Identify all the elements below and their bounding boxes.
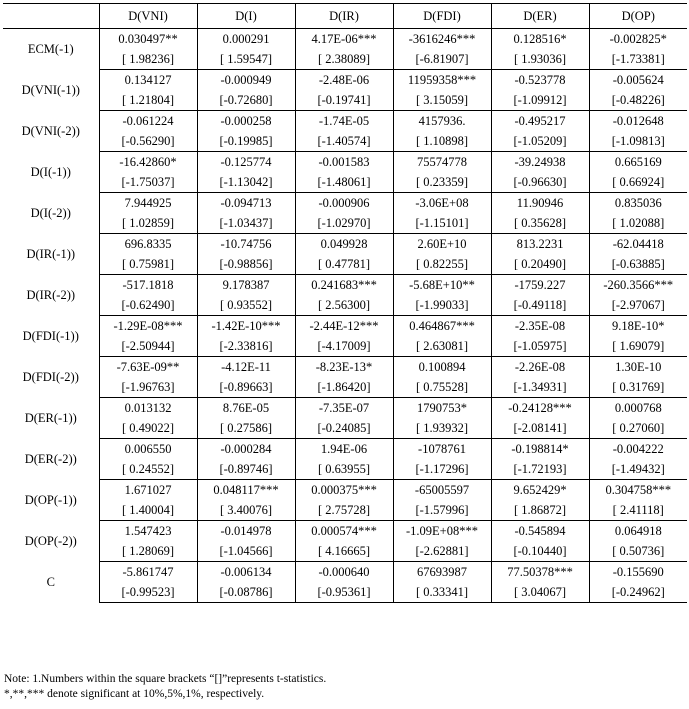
coefficient-cell: -0.004222 [589, 439, 687, 460]
coefficient-row [3, 29, 687, 50]
coefficient-cell: -1759.227 [491, 275, 589, 296]
coefficient-cell: 2.60E+10 [393, 234, 491, 255]
t-statistic-cell: [ 1.93932] [393, 418, 491, 439]
t-statistic-cell: [-2.08141] [491, 418, 589, 439]
t-statistic-cell: [-0.24085] [295, 418, 393, 439]
coefficient-cell: 0.049928 [295, 234, 393, 255]
coefficient-cell: -0.061224 [99, 111, 197, 132]
coefficient-cell: -1.42E-10*** [197, 316, 295, 337]
coefficient-row [3, 398, 687, 419]
header-corner [3, 4, 99, 29]
t-statistic-cell: [-2.33816] [197, 336, 295, 357]
coefficient-row [3, 480, 687, 501]
t-statistic-cell: [-1.49432] [589, 459, 687, 480]
coefficient-cell: -3.06E+08 [393, 193, 491, 214]
coefficient-cell: -2.26E-08 [491, 357, 589, 378]
t-statistic-cell: [-1.86420] [295, 377, 393, 398]
t-statistic-cell: [-0.48226] [589, 90, 687, 111]
t-statistic-cell: [-0.10440] [491, 541, 589, 562]
t-statistic-row [3, 459, 687, 480]
coefficient-cell: -0.001583 [295, 152, 393, 173]
coefficient-cell: -1078761 [393, 439, 491, 460]
t-statistic-cell: [ 3.04067] [491, 582, 589, 603]
t-statistic-cell: [ 0.82255] [393, 254, 491, 275]
t-statistic-cell: [ 0.27060] [589, 418, 687, 439]
coefficient-cell: -0.523778 [491, 70, 589, 91]
header-row [3, 4, 687, 29]
row-label: D(VNI(-2)) [21, 123, 80, 138]
t-statistic-cell: [-0.95361] [295, 582, 393, 603]
coefficient-cell: 0.048117*** [197, 480, 295, 501]
coefficient-row [3, 357, 687, 378]
t-statistic-cell: [-0.96630] [491, 172, 589, 193]
header-d-vni: D(VNI) [99, 4, 197, 29]
coefficient-cell: 67693987 [393, 562, 491, 583]
coefficient-cell: -0.24128*** [491, 398, 589, 419]
t-statistic-cell: [-1.02970] [295, 213, 393, 234]
coefficient-cell: -1.74E-05 [295, 111, 393, 132]
t-statistic-cell: [ 0.66924] [589, 172, 687, 193]
row-label: D(VNI(-1)) [21, 82, 80, 97]
t-statistic-cell: [ 1.59547] [197, 49, 295, 70]
t-statistic-cell: [ 1.98236] [99, 49, 197, 70]
header-d-fdi: D(FDI) [393, 4, 491, 29]
row-label: D(IR(-1)) [26, 246, 76, 261]
coefficient-cell: 1.547423 [99, 521, 197, 542]
coefficient-cell: 0.000375*** [295, 480, 393, 501]
coefficient-cell: 77.50378*** [491, 562, 589, 583]
coefficient-cell: 0.835036 [589, 193, 687, 214]
coefficient-cell: -0.155690 [589, 562, 687, 583]
coefficient-cell: 0.000574*** [295, 521, 393, 542]
t-statistic-cell: [ 0.27586] [197, 418, 295, 439]
t-statistic-row [3, 295, 687, 316]
coefficient-cell: -0.014978 [197, 521, 295, 542]
coefficient-row [3, 275, 687, 296]
coefficient-cell: -0.000258 [197, 111, 295, 132]
coefficient-cell: -0.000640 [295, 562, 393, 583]
row-label: D(ER(-2)) [24, 451, 77, 466]
coefficient-cell: -0.002825* [589, 29, 687, 50]
t-statistic-cell: [-0.19741] [295, 90, 393, 111]
coefficient-cell: 0.665169 [589, 152, 687, 173]
coefficient-row [3, 70, 687, 91]
coefficient-cell: -1.29E-08*** [99, 316, 197, 337]
t-statistic-cell: [-1.34931] [491, 377, 589, 398]
coefficient-cell: -0.125774 [197, 152, 295, 173]
coefficient-cell: -260.3566*** [589, 275, 687, 296]
t-statistic-row [3, 172, 687, 193]
coefficient-cell: 1790753* [393, 398, 491, 419]
coefficient-cell: 1.30E-10 [589, 357, 687, 378]
row-label: D(OP(-1)) [24, 492, 77, 507]
coefficient-cell: 1.671027 [99, 480, 197, 501]
coefficient-cell: -0.198814* [491, 439, 589, 460]
t-statistic-cell: [ 0.75981] [99, 254, 197, 275]
t-statistic-cell: [ 1.40004] [99, 500, 197, 521]
coefficient-cell: -7.63E-09** [99, 357, 197, 378]
coefficient-cell: 75574778 [393, 152, 491, 173]
t-statistic-cell: [ 0.20490] [491, 254, 589, 275]
t-statistic-row [3, 254, 687, 275]
coefficient-cell: 0.000291 [197, 29, 295, 50]
t-statistic-cell: [-0.19985] [197, 131, 295, 152]
header-d-op: D(OP) [589, 4, 687, 29]
t-statistic-cell: [-2.97067] [589, 295, 687, 316]
coefficient-cell: -5.861747 [99, 562, 197, 583]
t-statistic-cell: [-1.05209] [491, 131, 589, 152]
t-statistic-cell: [ 0.35628] [491, 213, 589, 234]
t-statistic-cell: [-1.05975] [491, 336, 589, 357]
row-label: D(ER(-1)) [24, 410, 77, 425]
coefficient-cell: 4.17E-06*** [295, 29, 393, 50]
coefficient-row [3, 562, 687, 583]
t-statistic-cell: [-0.63885] [589, 254, 687, 275]
t-statistic-cell: [-1.57996] [393, 500, 491, 521]
t-statistic-cell: [ 0.23359] [393, 172, 491, 193]
coefficient-cell: -8.23E-13* [295, 357, 393, 378]
coefficient-cell: -62.04418 [589, 234, 687, 255]
coefficient-cell: 9.18E-10* [589, 316, 687, 337]
coefficient-cell: -0.000949 [197, 70, 295, 91]
coefficient-cell: -2.35E-08 [491, 316, 589, 337]
coefficient-cell: 0.464867*** [393, 316, 491, 337]
t-statistic-cell: [-1.13042] [197, 172, 295, 193]
header-d-er: D(ER) [491, 4, 589, 29]
coefficient-cell: -517.1818 [99, 275, 197, 296]
note-line-2: *,**,*** denote significant at 10%,5%,1%, respectively. [4, 688, 265, 700]
t-statistic-cell: [-2.50944] [99, 336, 197, 357]
t-statistic-cell: [ 0.33341] [393, 582, 491, 603]
t-statistic-row [3, 541, 687, 562]
note-line-1: Note: 1.Numbers within the square brackets “[]”represents t-statistics. [4, 673, 327, 685]
vecm-results-table [3, 3, 687, 603]
t-statistic-cell: [ 3.40076] [197, 500, 295, 521]
t-statistic-row [3, 418, 687, 439]
coefficient-row [3, 152, 687, 173]
t-statistic-cell: [-1.48061] [295, 172, 393, 193]
table-body [3, 29, 687, 603]
coefficient-cell: 0.006550 [99, 439, 197, 460]
coefficient-cell: -7.35E-07 [295, 398, 393, 419]
table-header [3, 4, 687, 29]
t-statistic-cell: [-1.73381] [589, 49, 687, 70]
coefficient-cell: 7.944925 [99, 193, 197, 214]
coefficient-cell: 1.94E-06 [295, 439, 393, 460]
t-statistic-cell: [-0.49118] [491, 295, 589, 316]
coefficient-cell: 0.128516* [491, 29, 589, 50]
t-statistic-cell: [-4.17009] [295, 336, 393, 357]
t-statistic-cell: [-0.89746] [197, 459, 295, 480]
t-statistic-cell: [-1.99033] [393, 295, 491, 316]
t-statistic-cell: [ 0.31769] [589, 377, 687, 398]
t-statistic-row [3, 582, 687, 603]
row-label: D(I(-1)) [30, 164, 71, 179]
coefficient-cell: -0.545894 [491, 521, 589, 542]
row-label: C [46, 574, 55, 589]
t-statistic-row [3, 90, 687, 111]
coefficient-cell: -65005597 [393, 480, 491, 501]
coefficient-cell: 0.304758*** [589, 480, 687, 501]
t-statistic-cell: [-0.62490] [99, 295, 197, 316]
coefficient-cell: 813.2231 [491, 234, 589, 255]
t-statistic-cell: [ 0.93552] [197, 295, 295, 316]
t-statistic-cell: [ 0.50736] [589, 541, 687, 562]
t-statistic-cell: [-2.62881] [393, 541, 491, 562]
t-statistic-cell: [ 2.56300] [295, 295, 393, 316]
t-statistic-cell: [-1.40574] [295, 131, 393, 152]
coefficient-cell: -2.44E-12*** [295, 316, 393, 337]
coefficient-cell: -1.09E+08*** [393, 521, 491, 542]
coefficient-cell: 11959358*** [393, 70, 491, 91]
coefficient-cell: -0.012648 [589, 111, 687, 132]
t-statistic-cell: [ 0.49022] [99, 418, 197, 439]
t-statistic-cell: [-0.99523] [99, 582, 197, 603]
t-statistic-cell: [-0.72680] [197, 90, 295, 111]
t-statistic-row [3, 49, 687, 70]
t-statistic-cell: [-1.03437] [197, 213, 295, 234]
t-statistic-cell: [ 2.38089] [295, 49, 393, 70]
coefficient-cell: 0.064918 [589, 521, 687, 542]
coefficient-cell: 9.178387 [197, 275, 295, 296]
coefficient-row [3, 234, 687, 255]
coefficient-cell: 0.100894 [393, 357, 491, 378]
t-statistic-cell: [-0.56290] [99, 131, 197, 152]
t-statistic-cell: [ 0.75528] [393, 377, 491, 398]
t-statistic-cell: [ 0.47781] [295, 254, 393, 275]
coefficient-row [3, 439, 687, 460]
coefficient-cell: -0.000284 [197, 439, 295, 460]
t-statistic-cell: [ 1.69079] [589, 336, 687, 357]
coefficient-row [3, 193, 687, 214]
t-statistic-row [3, 213, 687, 234]
coefficient-cell: 9.652429* [491, 480, 589, 501]
t-statistic-cell: [ 1.02859] [99, 213, 197, 234]
coefficient-cell: -4.12E-11 [197, 357, 295, 378]
t-statistic-cell: [ 1.10898] [393, 131, 491, 152]
t-statistic-cell: [ 4.16665] [295, 541, 393, 562]
coefficient-cell: 0.241683*** [295, 275, 393, 296]
row-label: D(FDI(-1)) [22, 328, 79, 343]
t-statistic-cell: [-1.09912] [491, 90, 589, 111]
coefficient-cell: -0.005624 [589, 70, 687, 91]
t-statistic-cell: [-0.98856] [197, 254, 295, 275]
coefficient-cell: 0.000768 [589, 398, 687, 419]
coefficient-cell: -39.24938 [491, 152, 589, 173]
coefficient-cell: 0.030497** [99, 29, 197, 50]
t-statistic-cell: [ 1.28069] [99, 541, 197, 562]
t-statistic-cell: [-1.15101] [393, 213, 491, 234]
coefficient-cell: -16.42860* [99, 152, 197, 173]
coefficient-cell: 11.90946 [491, 193, 589, 214]
row-label: D(OP(-2)) [24, 533, 77, 548]
table-note [4, 672, 326, 702]
t-statistic-row [3, 377, 687, 398]
row-label: D(FDI(-2)) [22, 369, 79, 384]
row-label: D(I(-2)) [30, 205, 71, 220]
t-statistic-cell: [-0.89663] [197, 377, 295, 398]
t-statistic-cell: [ 1.21804] [99, 90, 197, 111]
coefficient-cell: 0.013132 [99, 398, 197, 419]
t-statistic-cell: [-0.24962] [589, 582, 687, 603]
coefficient-cell: -0.495217 [491, 111, 589, 132]
t-statistic-cell: [ 3.15059] [393, 90, 491, 111]
t-statistic-row [3, 131, 687, 152]
t-statistic-cell: [-1.09813] [589, 131, 687, 152]
coefficient-row [3, 316, 687, 337]
coefficient-cell: -5.68E+10** [393, 275, 491, 296]
t-statistic-cell: [-1.72193] [491, 459, 589, 480]
t-statistic-cell: [-1.04566] [197, 541, 295, 562]
header-d-ir: D(IR) [295, 4, 393, 29]
t-statistic-cell: [ 1.93036] [491, 49, 589, 70]
header-d-i: D(I) [197, 4, 295, 29]
row-label: ECM(-1) [27, 41, 74, 56]
coefficient-cell: -0.094713 [197, 193, 295, 214]
coefficient-cell: 696.8335 [99, 234, 197, 255]
t-statistic-cell: [ 2.75728] [295, 500, 393, 521]
t-statistic-cell: [-0.08786] [197, 582, 295, 603]
t-statistic-row [3, 336, 687, 357]
coefficient-cell: -3616246*** [393, 29, 491, 50]
t-statistic-cell: [ 2.63081] [393, 336, 491, 357]
t-statistic-cell: [ 1.02088] [589, 213, 687, 234]
t-statistic-row [3, 500, 687, 521]
t-statistic-cell: [-1.96763] [99, 377, 197, 398]
coefficient-cell: -0.006134 [197, 562, 295, 583]
t-statistic-cell: [-1.17296] [393, 459, 491, 480]
t-statistic-cell: [ 2.41118] [589, 500, 687, 521]
coefficient-row [3, 111, 687, 132]
coefficient-cell: 8.76E-05 [197, 398, 295, 419]
coefficient-cell: -10.74756 [197, 234, 295, 255]
t-statistic-cell: [-6.81907] [393, 49, 491, 70]
row-label: D(IR(-2)) [26, 287, 76, 302]
t-statistic-cell: [ 0.24552] [99, 459, 197, 480]
t-statistic-cell: [-1.75037] [99, 172, 197, 193]
t-statistic-cell: [ 1.86872] [491, 500, 589, 521]
coefficient-cell: 0.134127 [99, 70, 197, 91]
coefficient-cell: 4157936. [393, 111, 491, 132]
t-statistic-cell: [ 0.63955] [295, 459, 393, 480]
coefficient-row [3, 521, 687, 542]
coefficient-cell: -2.48E-06 [295, 70, 393, 91]
coefficient-cell: -0.000906 [295, 193, 393, 214]
